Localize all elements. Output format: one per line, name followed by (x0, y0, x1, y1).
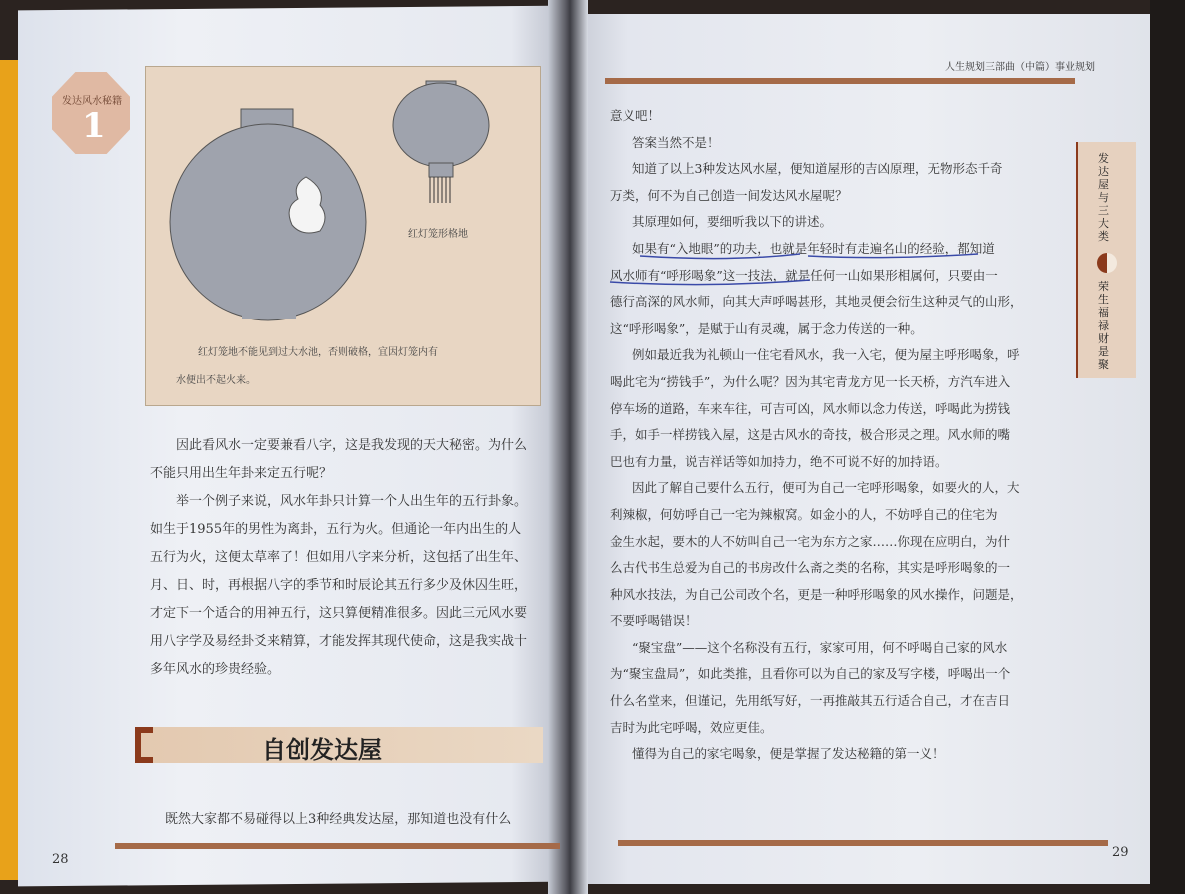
left-line-5: 月、日、时，再根据八字的季节和时辰论其五行多少及休囚生旺， (150, 578, 528, 593)
left-line-3: 如生于1955年的男性为离卦，五行为火。但通论一年内出生的人 (150, 522, 522, 537)
badge-label: 发达风水秘籍 (62, 96, 122, 107)
right-line-11: 停车场的道路，车来车往，可吉可凶，风水师以念力传送，呼喝此为捞钱 (610, 400, 1011, 416)
right-page-number: 29 (1112, 845, 1129, 860)
underline-2 (808, 254, 978, 258)
left-line-2: 举一个例子来说，风水年卦只计算一个人出生年的五行卦象。 (176, 494, 528, 509)
right-line-4: 其原理如何，要细听我以下的讲述。 (632, 214, 833, 230)
right-line-22: 什么名堂来，但谨记，先用纸写好，一再推敲其五行适合自己，才在吉日 (610, 693, 1011, 709)
right-line-10: 喝此宅为“捞钱手”，为什么呢？因为其宅青龙方见一长天桥，方汽车进入 (610, 373, 1011, 389)
right-line-1: 答案当然不是！ (632, 134, 720, 150)
left-line-7: 用八字学及易经卦爻来精算，才能发挥其现代使命，这是我实战十 (150, 634, 528, 649)
right-bottom-rule (618, 840, 1108, 846)
right-line-19: 不要呼喝错误！ (610, 613, 698, 629)
underline-1 (640, 254, 800, 259)
right-line-3: 万类，何不为自己创造一间发达风水屋呢？ (610, 187, 848, 203)
right-line-12: 手，如手一样捞钱入屋，这是古风水的奇技，极合形灵之理。风水师的嘴 (610, 427, 1011, 443)
left-page-number: 28 (52, 852, 69, 867)
right-line-0: 意义吧！ (610, 108, 661, 123)
lantern-caption: 红灯笼形格地 (408, 229, 468, 240)
section-title: 自创发达屋 (262, 735, 382, 764)
right-line-23: 吉时为此宅呼喝，效应更佳。 (610, 719, 773, 735)
right-line-16: 金生水起，要木的人不妨叫自己一宅为东方之家……你现在应明白，为什 (610, 533, 1011, 549)
badge-number: 1 (82, 106, 106, 146)
right-line-6: 风水师有“呼形喝象”这一技法，就是任何一山如果形相属何，只要由一 (610, 267, 998, 283)
left-line-4: 五行为火，这便太草率了！但如用八字来分析，这包括了出生年、 (150, 550, 528, 565)
right-line-13: 巴也有力量，说吉祥话等如加持力，绝不可说不好的加持语。 (610, 453, 948, 469)
figure-caption-line1: 红灯笼地不能见到过大水池，否则破格，宜因灯笼内有 (198, 347, 438, 358)
side-tab-top-text: 发达屋与三大类 (1098, 152, 1109, 243)
right-line-14: 因此了解自己要什么五行，便可为自己一宅呼形喝象，如要火的人，大 (632, 480, 1020, 496)
section-intro: 既然大家都不易碰得以上3种经典发达屋，那知道也没有什么 (165, 812, 512, 827)
left-line-0: 因此看风水一定要兼看八字，这是我发现的天大秘密。为什么 (176, 438, 528, 453)
right-line-21: 为“聚宝盘局”，如此类推，且看你可以为自己的家及写字楼，呼喝出一个 (610, 666, 1011, 682)
right-line-18: 种风水技法，为自己公司改个名，更是一种呼形喝象的风水操作，问题是， (610, 586, 1023, 602)
side-tab-bottom-text: 荣生福禄财是聚 (1098, 280, 1109, 371)
right-line-5: 如果有“入地眼”的功夫，也就是年轻时有走遍名山的经验，都知道 (632, 240, 995, 256)
right-line-2: 知道了以上3种发达风水屋，便知道屋形的吉凶原理，无物形态千奇 (632, 161, 1003, 177)
left-line-1: 不能只用出生年卦来定五行呢？ (150, 466, 333, 481)
right-line-17: 么古代书生总爱为自己的书房改什么斋之类的名称，其实是呼形喝象的一 (610, 560, 1011, 576)
figure-caption-line2: 水便出不起火来。 (176, 375, 256, 386)
right-line-20: “聚宝盘”——这个名称没有五行，家家可用，何不呼喝自己家的风水 (632, 639, 1008, 655)
right-line-15: 利辣椒，何妨呼自己一宅为辣椒窝。如金小的人，不妨呼自己的住宅为 (610, 506, 998, 522)
right-line-7: 德行高深的风水师，向其大声呼喝甚形，其地灵便会衍生这种灵气的山形， (610, 294, 1023, 310)
running-header: 人生规划三部曲（中篇）事业规划 (945, 62, 1095, 73)
right-line-9: 例如最近我为礼顿山一住宅看风水，我一入宅，便为屋主呼形喝象，呼 (632, 347, 1020, 363)
right-line-24: 懂得为自己的家宅喝象，便是掌握了发达秘籍的第一义！ (632, 746, 945, 762)
right-line-8: 这“呼形喝象”，是赋于山有灵魂，属于念力传送的一种。 (610, 320, 923, 336)
left-line-6: 才定下一个适合的用神五行，这只算便精准很多。因此三元风水要 (150, 606, 528, 621)
underline-3 (610, 280, 810, 285)
left-line-8: 多年风水的珍贵经验。 (150, 662, 281, 677)
